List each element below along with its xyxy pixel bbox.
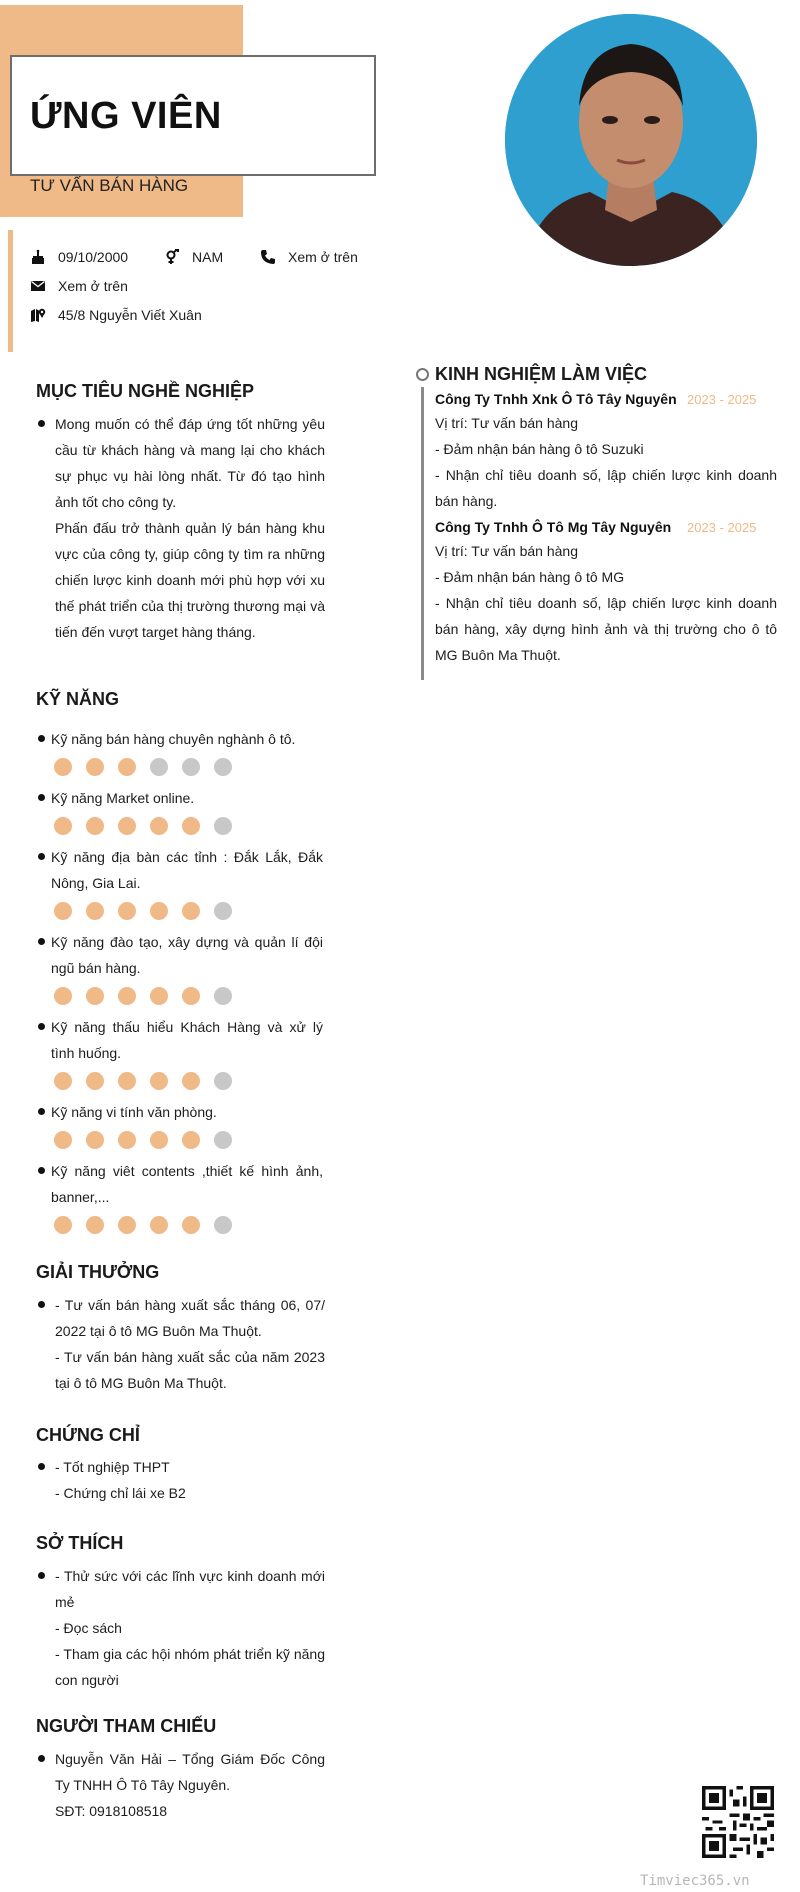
skill-rating xyxy=(54,1216,232,1234)
references-title: NGƯỜI THAM CHIẾU xyxy=(36,1716,217,1736)
rating-dot-filled xyxy=(54,817,72,835)
rating-dot-empty xyxy=(214,1131,232,1149)
skills-title: KỸ NĂNG xyxy=(36,689,120,709)
timeline-line xyxy=(421,387,424,680)
mail-icon xyxy=(30,278,46,294)
skill-bullet xyxy=(38,853,45,860)
rating-dot-empty xyxy=(214,1072,232,1090)
skill-bullet xyxy=(38,1023,45,1030)
certificates-title: CHỨNG CHỈ xyxy=(36,1425,140,1445)
job-detail: - Đảm nhận bán hàng ô tô MG xyxy=(435,569,625,585)
skill-label: Kỹ năng Market online. xyxy=(51,790,195,806)
phone-text[interactable]: Xem ở trên xyxy=(288,249,358,265)
rating-dot-filled xyxy=(150,817,168,835)
address-row xyxy=(30,307,202,323)
skill-label: Kỹ năng đào tạo, xây dựng và quản lí đội ngũ bán hàng. xyxy=(51,934,323,976)
skill-bullet xyxy=(38,938,45,945)
rating-dot-filled xyxy=(150,1131,168,1149)
rating-dot-filled xyxy=(54,758,72,776)
company-name: Công Ty Tnhh Ô Tô Mg Tây Nguyên xyxy=(435,519,672,535)
job-detail: Vị trí: Tư vấn bán hàng xyxy=(435,543,578,559)
rating-dot-empty xyxy=(214,987,232,1005)
rating-dot-empty xyxy=(182,758,200,776)
rating-dot-empty xyxy=(214,817,232,835)
reference-line-2: SĐT: 0918108518 xyxy=(55,1803,168,1819)
gender-text: NAM xyxy=(192,249,224,265)
rating-dot-filled xyxy=(118,902,136,920)
certificate-line-1: - Tốt nghiệp THPT xyxy=(55,1459,170,1475)
skill-label: Kỹ năng địa bàn các tỉnh : Đắk Lắk, Đắk Nông, Gia Lai. xyxy=(51,849,323,891)
rating-dot-filled xyxy=(182,1072,200,1090)
avatar-photo xyxy=(505,14,757,266)
reference-line-1: Nguyễn Văn Hải – Tổng Giám Đốc Công Ty TNHH Ô Tô Tây Nguyên. xyxy=(55,1751,325,1793)
qr-code-icon xyxy=(702,1786,774,1858)
rating-dot-filled xyxy=(54,1131,72,1149)
rating-dot-filled xyxy=(86,758,104,776)
rating-dot-filled xyxy=(182,987,200,1005)
hobby-line-3: - Tham gia các hội nhóm phát triển kỹ năng con người xyxy=(55,1646,325,1688)
rating-dot-empty xyxy=(214,902,232,920)
rating-dot-empty xyxy=(150,758,168,776)
rating-dot-filled xyxy=(182,1216,200,1234)
rating-dot-filled xyxy=(118,817,136,835)
rating-dot-filled xyxy=(118,758,136,776)
awards-title: GIẢI THƯỞNG xyxy=(36,1262,160,1282)
candidate-position: TƯ VẤN BÁN HÀNG xyxy=(30,176,189,195)
skill-rating xyxy=(54,1131,232,1149)
skill-rating xyxy=(54,902,232,920)
rating-dot-filled xyxy=(150,987,168,1005)
hobby-line-1: - Thử sức với các lĩnh vực kinh doanh mới mẻ xyxy=(55,1568,325,1610)
hobbies-bullet xyxy=(38,1572,45,1579)
rating-dot-filled xyxy=(150,902,168,920)
objective-paragraph-2: Phấn đấu trở thành quản lý bán hàng khu vực của công ty, giúp công ty tìm ra những chiến lược kinh doanh mới phù hợp với xu thế phát triển của thị trường thương mại và tiến đến vượt target hàng tháng. xyxy=(55,520,325,640)
hobby-line-2: - Đọc sách xyxy=(55,1620,122,1636)
map-pin-icon xyxy=(30,307,46,323)
birthday-row xyxy=(30,249,128,265)
rating-dot-filled xyxy=(86,902,104,920)
skill-label: Kỹ năng thấu hiểu Khách Hàng và xử lý tình huống. xyxy=(51,1019,323,1061)
timeline-circle-icon xyxy=(416,368,429,381)
phone-row xyxy=(260,249,358,265)
rating-dot-filled xyxy=(182,1131,200,1149)
job-period: 2023 - 2025 xyxy=(687,520,757,535)
references-bullet xyxy=(38,1755,45,1762)
skill-bullet xyxy=(38,735,45,742)
objective-bullet xyxy=(38,420,45,427)
gender-icon xyxy=(164,249,180,265)
cake-icon xyxy=(30,249,46,265)
rating-dot-filled xyxy=(54,1072,72,1090)
certificate-line-2: - Chứng chỉ lái xe B2 xyxy=(55,1485,186,1501)
company-name: Công Ty Tnhh Xnk Ô Tô Tây Nguyên xyxy=(435,391,677,407)
award-line-2: - Tư vấn bán hàng xuất sắc của năm 2023 tại ô tô MG Buôn Ma Thuột. xyxy=(55,1349,325,1391)
rating-dot-filled xyxy=(118,1072,136,1090)
skill-bullet xyxy=(38,1167,45,1174)
skill-rating xyxy=(54,758,232,776)
gender-row xyxy=(164,249,223,265)
skill-bullet xyxy=(38,794,45,801)
awards-bullet xyxy=(38,1301,45,1308)
objective-paragraph-1: Mong muốn có thể đáp ứng tốt những yêu cầu từ khách hàng và mang lại cho khách sự phục vụ hài lòng nhất. Từ đó tạo hình ảnh tốt cho công ty. xyxy=(55,416,325,510)
watermark: Timviec365.vn xyxy=(640,1873,750,1889)
job-detail: - Nhận chỉ tiêu doanh số, lập chiến lược kinh doanh bán hàng, xây dựng hình ảnh và thị trường cho ô tô MG Buôn Ma Thuột. xyxy=(435,595,777,663)
address-text: 45/8 Nguyễn Viết Xuân xyxy=(58,307,202,323)
skill-label: Kỹ năng viêt contents ,thiết kế hình ảnh, banner,... xyxy=(51,1163,323,1205)
hobbies-title: SỞ THÍCH xyxy=(36,1533,124,1553)
experience-title: KINH NGHIỆM LÀM VIỆC xyxy=(435,364,648,384)
rating-dot-filled xyxy=(54,987,72,1005)
rating-dot-filled xyxy=(86,987,104,1005)
skill-rating xyxy=(54,1072,232,1090)
skill-bullet xyxy=(38,1108,45,1115)
candidate-name: ỨNG VIÊN xyxy=(30,95,222,137)
job-period: 2023 - 2025 xyxy=(687,392,757,407)
rating-dot-filled xyxy=(150,1072,168,1090)
skill-label: Kỹ năng vi tính văn phòng. xyxy=(51,1104,217,1120)
rating-dot-filled xyxy=(86,1131,104,1149)
rating-dot-filled xyxy=(54,1216,72,1234)
rating-dot-filled xyxy=(118,987,136,1005)
rating-dot-filled xyxy=(54,902,72,920)
job-detail: - Nhận chỉ tiêu doanh số, lập chiến lược kinh doanh bán hàng. xyxy=(435,467,777,509)
rating-dot-filled xyxy=(182,817,200,835)
phone-icon xyxy=(260,249,276,265)
avatar xyxy=(505,14,757,266)
skill-label: Kỹ năng bán hàng chuyên nghành ô tô. xyxy=(51,731,296,747)
rating-dot-filled xyxy=(86,1072,104,1090)
email-text[interactable]: Xem ở trên xyxy=(58,278,128,294)
birthday-text: 09/10/2000 xyxy=(58,249,129,265)
skill-rating xyxy=(54,987,232,1005)
job-detail: - Đảm nhận bán hàng ô tô Suzuki xyxy=(435,441,644,457)
rating-dot-empty xyxy=(214,758,232,776)
award-line-1: - Tư vấn bán hàng xuất sắc tháng 06, 07/ 2022 tại ô tô MG Buôn Ma Thuột. xyxy=(55,1297,325,1339)
rating-dot-filled xyxy=(86,1216,104,1234)
job-detail: Vị trí: Tư vấn bán hàng xyxy=(435,415,578,431)
contact-accent-bar xyxy=(8,230,13,352)
rating-dot-empty xyxy=(214,1216,232,1234)
rating-dot-filled xyxy=(86,817,104,835)
email-row xyxy=(30,278,128,294)
certificates-bullet xyxy=(38,1463,45,1470)
rating-dot-filled xyxy=(118,1131,136,1149)
rating-dot-filled xyxy=(182,902,200,920)
skill-rating xyxy=(54,817,232,835)
rating-dot-filled xyxy=(118,1216,136,1234)
rating-dot-filled xyxy=(150,1216,168,1234)
objective-title: MỤC TIÊU NGHỀ NGHIỆP xyxy=(36,381,255,401)
